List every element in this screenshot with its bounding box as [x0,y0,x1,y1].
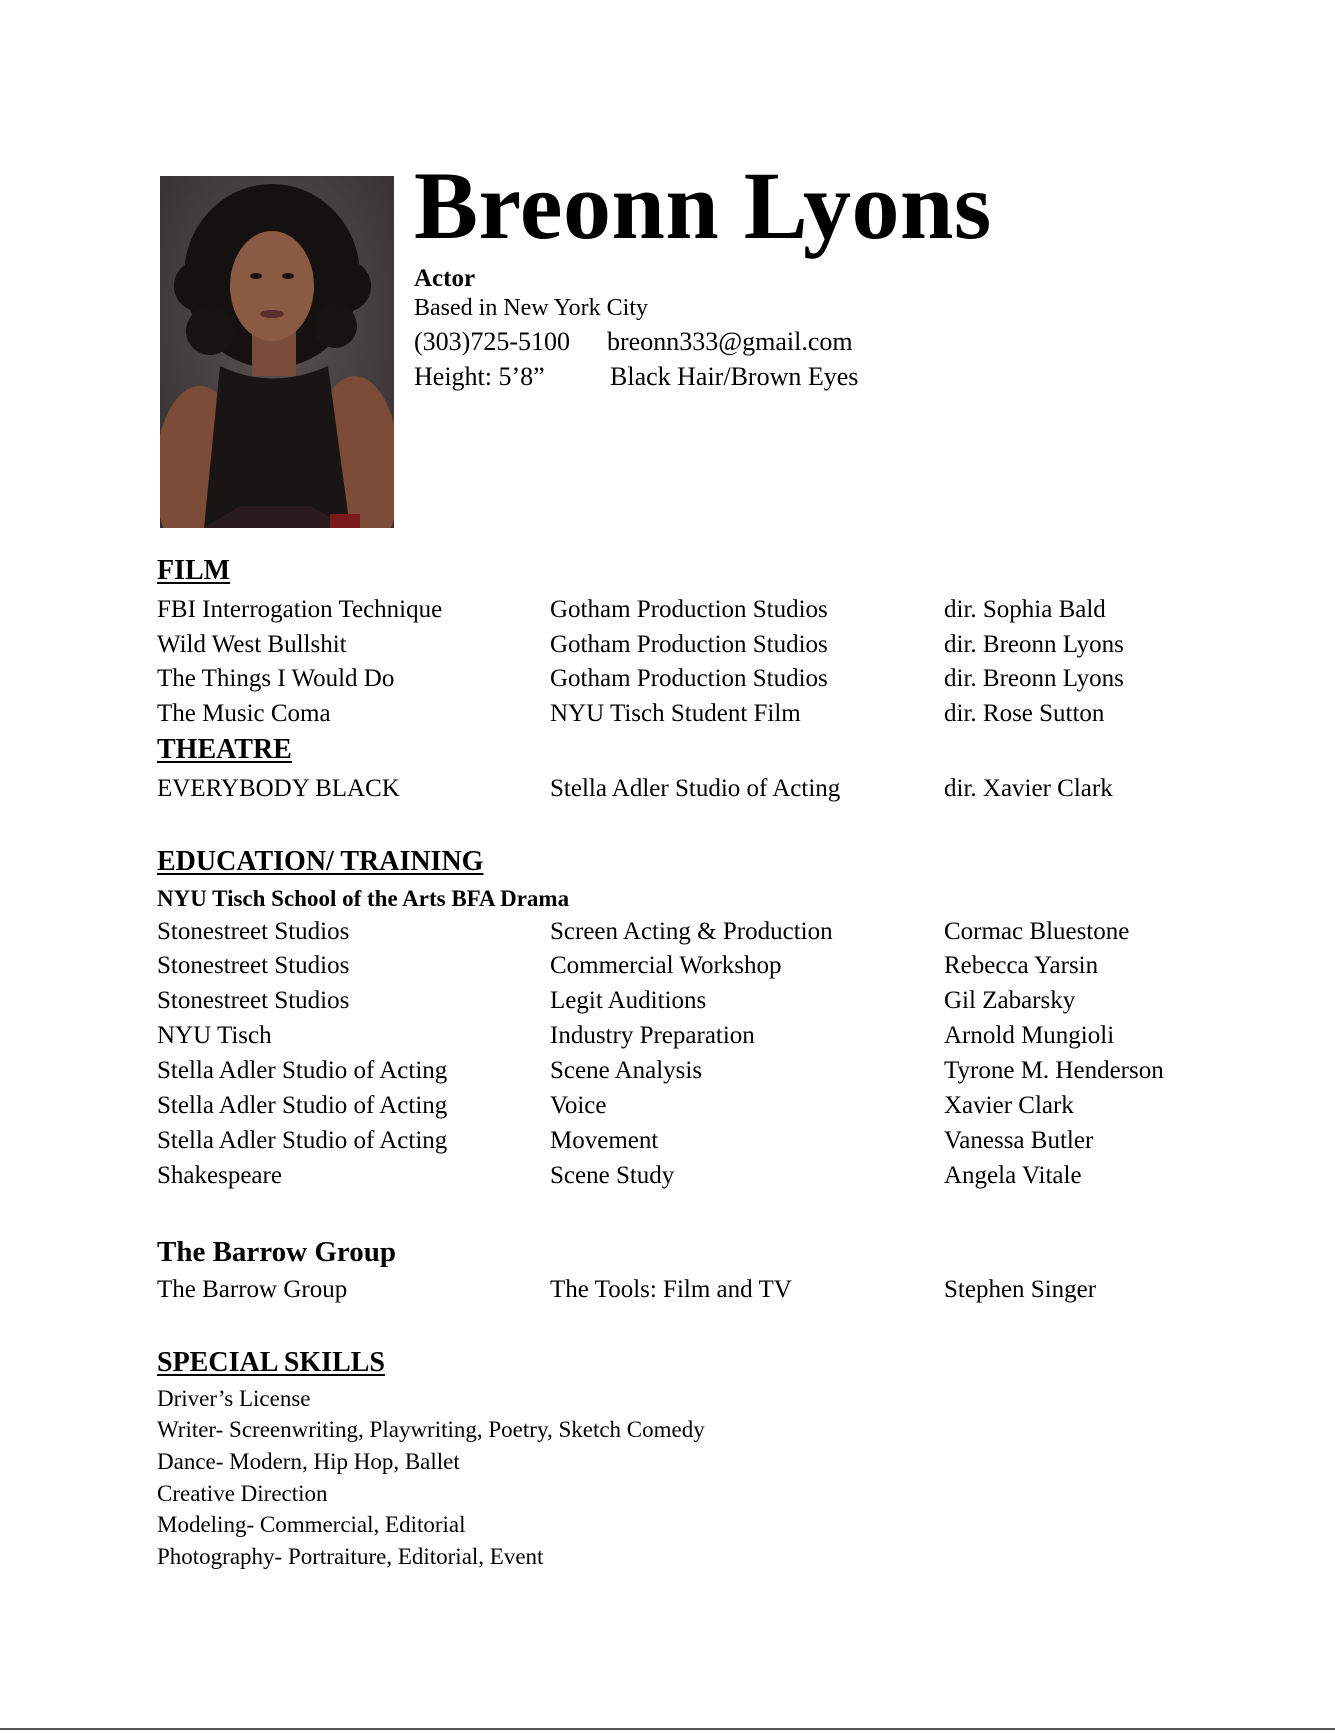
film-row [0,701,1335,731]
training-school: Stella Adler Studio of Acting [157,1127,448,1154]
training-teacher: Gil Zabarsky [944,987,1076,1014]
training-row [0,1277,1335,1307]
barrow-group-title: The Barrow Group [157,1236,397,1268]
credit-director: dir. Xavier Clark [944,775,1113,802]
training-teacher: Xavier Clark [944,1092,1074,1119]
training-course: Commercial Workshop [550,952,782,979]
credit-title: The Music Coma [157,700,331,727]
training-course: The Tools: Film and TV [550,1276,792,1303]
training-row [0,1128,1335,1158]
training-school: Stella Adler Studio of Acting [157,1057,448,1084]
training-teacher: Stephen Singer [944,1276,1097,1303]
headshot-photo [160,176,394,528]
credit-director: dir. Breonn Lyons [944,631,1124,658]
training-course: Voice [550,1092,607,1119]
skill-item: Dance- Modern, Hip Hop, Ballet [157,1449,460,1474]
skill-item: Writer- Screenwriting, Playwriting, Poetry, Sketch Comedy [157,1417,705,1442]
training-row [0,1058,1335,1088]
training-course: Scene Study [550,1162,675,1189]
training-teacher: Rebecca Yarsin [944,952,1099,979]
skill-item: Creative Direction [157,1481,328,1506]
credit-company: Stella Adler Studio of Acting [550,775,841,802]
credit-director: dir. Breonn Lyons [944,665,1124,692]
training-course: Legit Auditions [550,987,707,1014]
credit-director: dir. Sophia Bald [944,596,1106,623]
skill-item: Modeling- Commercial, Editorial [157,1512,466,1537]
actor-role: Actor [414,265,476,292]
training-teacher: Angela Vitale [944,1162,1082,1189]
skills-heading: SPECIAL SKILLS [157,1347,385,1378]
height-text: Height: 5’8” [414,362,545,391]
training-teacher: Arnold Mungioli [944,1022,1115,1049]
training-teacher: Vanessa Butler [944,1127,1094,1154]
training-school: The Barrow Group [157,1276,348,1303]
education-degree: NYU Tisch School of the Arts BFA Drama [157,886,570,911]
actor-name: Breonn Lyons [414,152,992,259]
training-row [0,1163,1335,1193]
film-row [0,632,1335,662]
training-course: Industry Preparation [550,1022,755,1049]
training-teacher: Tyrone M. Henderson [944,1057,1164,1084]
training-row [0,1093,1335,1123]
theatre-heading: THEATRE [157,734,292,765]
film-row [0,597,1335,627]
skill-item: Photography- Portraiture, Editorial, Event [157,1544,544,1569]
education-heading: EDUCATION/ TRAINING [157,846,484,877]
film-heading: FILM [157,555,231,586]
theatre-row [0,776,1335,806]
credit-title: Wild West Bullshit [157,631,347,658]
training-row [0,953,1335,983]
training-school: Stonestreet Studios [157,918,350,945]
training-school: Stella Adler Studio of Acting [157,1092,448,1119]
credit-company: Gotham Production Studios [550,631,828,658]
email-address: breonn333@gmail.com [607,327,853,356]
training-teacher: Cormac Bluestone [944,918,1130,945]
phone-number: (303)725-5100 [414,327,570,356]
training-row [0,1023,1335,1053]
credit-company: Gotham Production Studios [550,596,828,623]
training-course: Scene Analysis [550,1057,703,1084]
training-school: NYU Tisch [157,1022,272,1049]
training-school: Stonestreet Studios [157,952,350,979]
training-course: Screen Acting & Production [550,918,833,945]
skill-item: Driver’s License [157,1386,311,1411]
credit-title: EVERYBODY BLACK [157,775,400,802]
headshot-illustration [160,176,394,528]
training-row [0,919,1335,949]
film-row [0,666,1335,696]
training-row [0,988,1335,1018]
location-text: Based in New York City [414,295,649,321]
credit-company: NYU Tisch Student Film [550,700,801,727]
training-course: Movement [550,1127,659,1154]
credit-director: dir. Rose Sutton [944,700,1105,727]
training-school: Shakespeare [157,1162,282,1189]
credit-title: FBI Interrogation Technique [157,596,443,623]
credit-title: The Things I Would Do [157,665,395,692]
hair-eyes-text: Black Hair/Brown Eyes [610,362,859,391]
page-bottom-divider [0,1728,1335,1730]
credit-company: Gotham Production Studios [550,665,828,692]
training-school: Stonestreet Studios [157,987,350,1014]
